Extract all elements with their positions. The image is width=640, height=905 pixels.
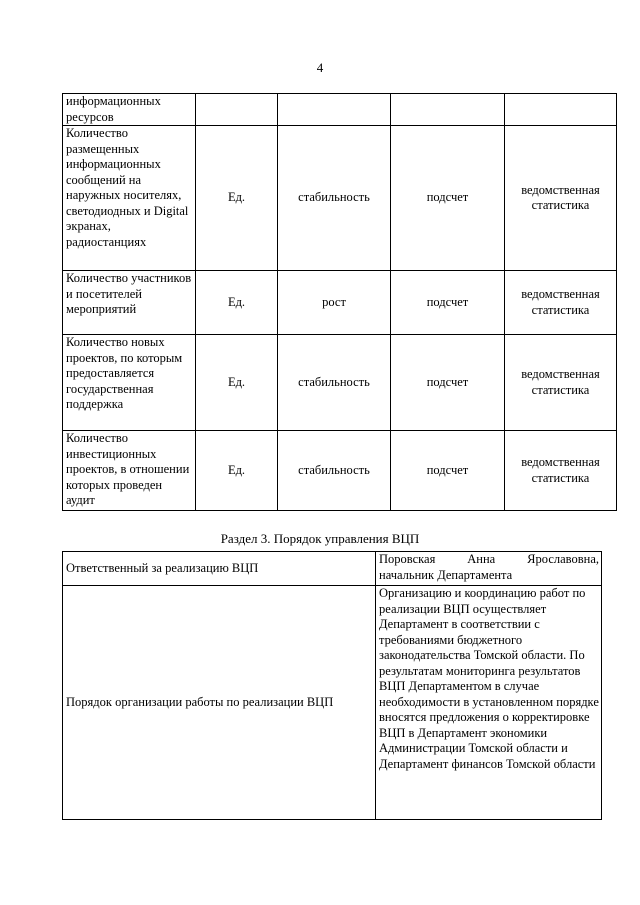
table-row xyxy=(63,126,617,271)
responsible-label: Ответственный за реализацию ВЦП xyxy=(63,552,376,586)
indicator-unit xyxy=(196,94,278,126)
management-table xyxy=(62,551,602,820)
indicator-unit: Ед. xyxy=(196,126,278,271)
indicator-source: ведомственная статистика xyxy=(505,126,617,271)
indicator-source: ведомственная статистика xyxy=(505,271,617,335)
indicator-source: ведомственная статистика xyxy=(505,431,617,511)
responsible-name: Поровская Анна Ярославовна, xyxy=(379,552,599,566)
responsible-cell xyxy=(376,552,602,586)
indicator-trend: стабильность xyxy=(278,335,391,431)
indicators-table xyxy=(62,93,617,511)
indicator-source xyxy=(505,94,617,126)
section-title: Раздел 3. Порядок управления ВЦП xyxy=(220,531,420,546)
responsible-position: начальник Департамента xyxy=(379,567,513,582)
procedure-label: Порядок организации работы по реализации ВЦП xyxy=(63,586,376,820)
indicator-method: подсчет xyxy=(391,126,505,271)
indicator-name: Количество участников и посетителей мероприятий xyxy=(63,271,196,335)
indicator-method: подсчет xyxy=(391,335,505,431)
indicator-source: ведомственная статистика xyxy=(505,335,617,431)
indicator-name: информационных ресурсов xyxy=(63,94,196,126)
indicator-name: Количество инвестиционных проектов, в отношении которых проведен аудит xyxy=(63,431,196,511)
indicator-trend: стабильность xyxy=(278,431,391,511)
indicator-method: подсчет xyxy=(391,431,505,511)
indicator-trend: рост xyxy=(278,271,391,335)
indicator-trend xyxy=(278,94,391,126)
table-row xyxy=(63,94,617,126)
procedure-text: Организацию и координацию работ по реализации ВЦП осуществляет Департамент в соответствии с требованиями бюджетного законодательства Томской области. По результатам мониторинга результатов ВЦП Департаментом в случае необходимости в установленном порядке вносятся предложения о корректировке ВЦП в Департамент экономики Администрации Томской области и Департамент финансов Томской области xyxy=(376,586,602,820)
table-row xyxy=(63,586,602,820)
indicator-name: Количество размещенных информационных сообщений на наружных носителях, светодиодных и Digital экранах, радиостанциях xyxy=(63,126,196,271)
table-row xyxy=(63,271,617,335)
indicator-trend: стабильность xyxy=(278,126,391,271)
table-row xyxy=(63,431,617,511)
indicator-method xyxy=(391,94,505,126)
indicator-unit: Ед. xyxy=(196,271,278,335)
page-number: 4 xyxy=(316,60,324,75)
table-row xyxy=(63,552,602,586)
indicator-name: Количество новых проектов, по которым предоставляется государственная поддержка xyxy=(63,335,196,431)
table-row xyxy=(63,335,617,431)
indicator-unit: Ед. xyxy=(196,335,278,431)
indicator-unit: Ед. xyxy=(196,431,278,511)
indicator-method: подсчет xyxy=(391,271,505,335)
